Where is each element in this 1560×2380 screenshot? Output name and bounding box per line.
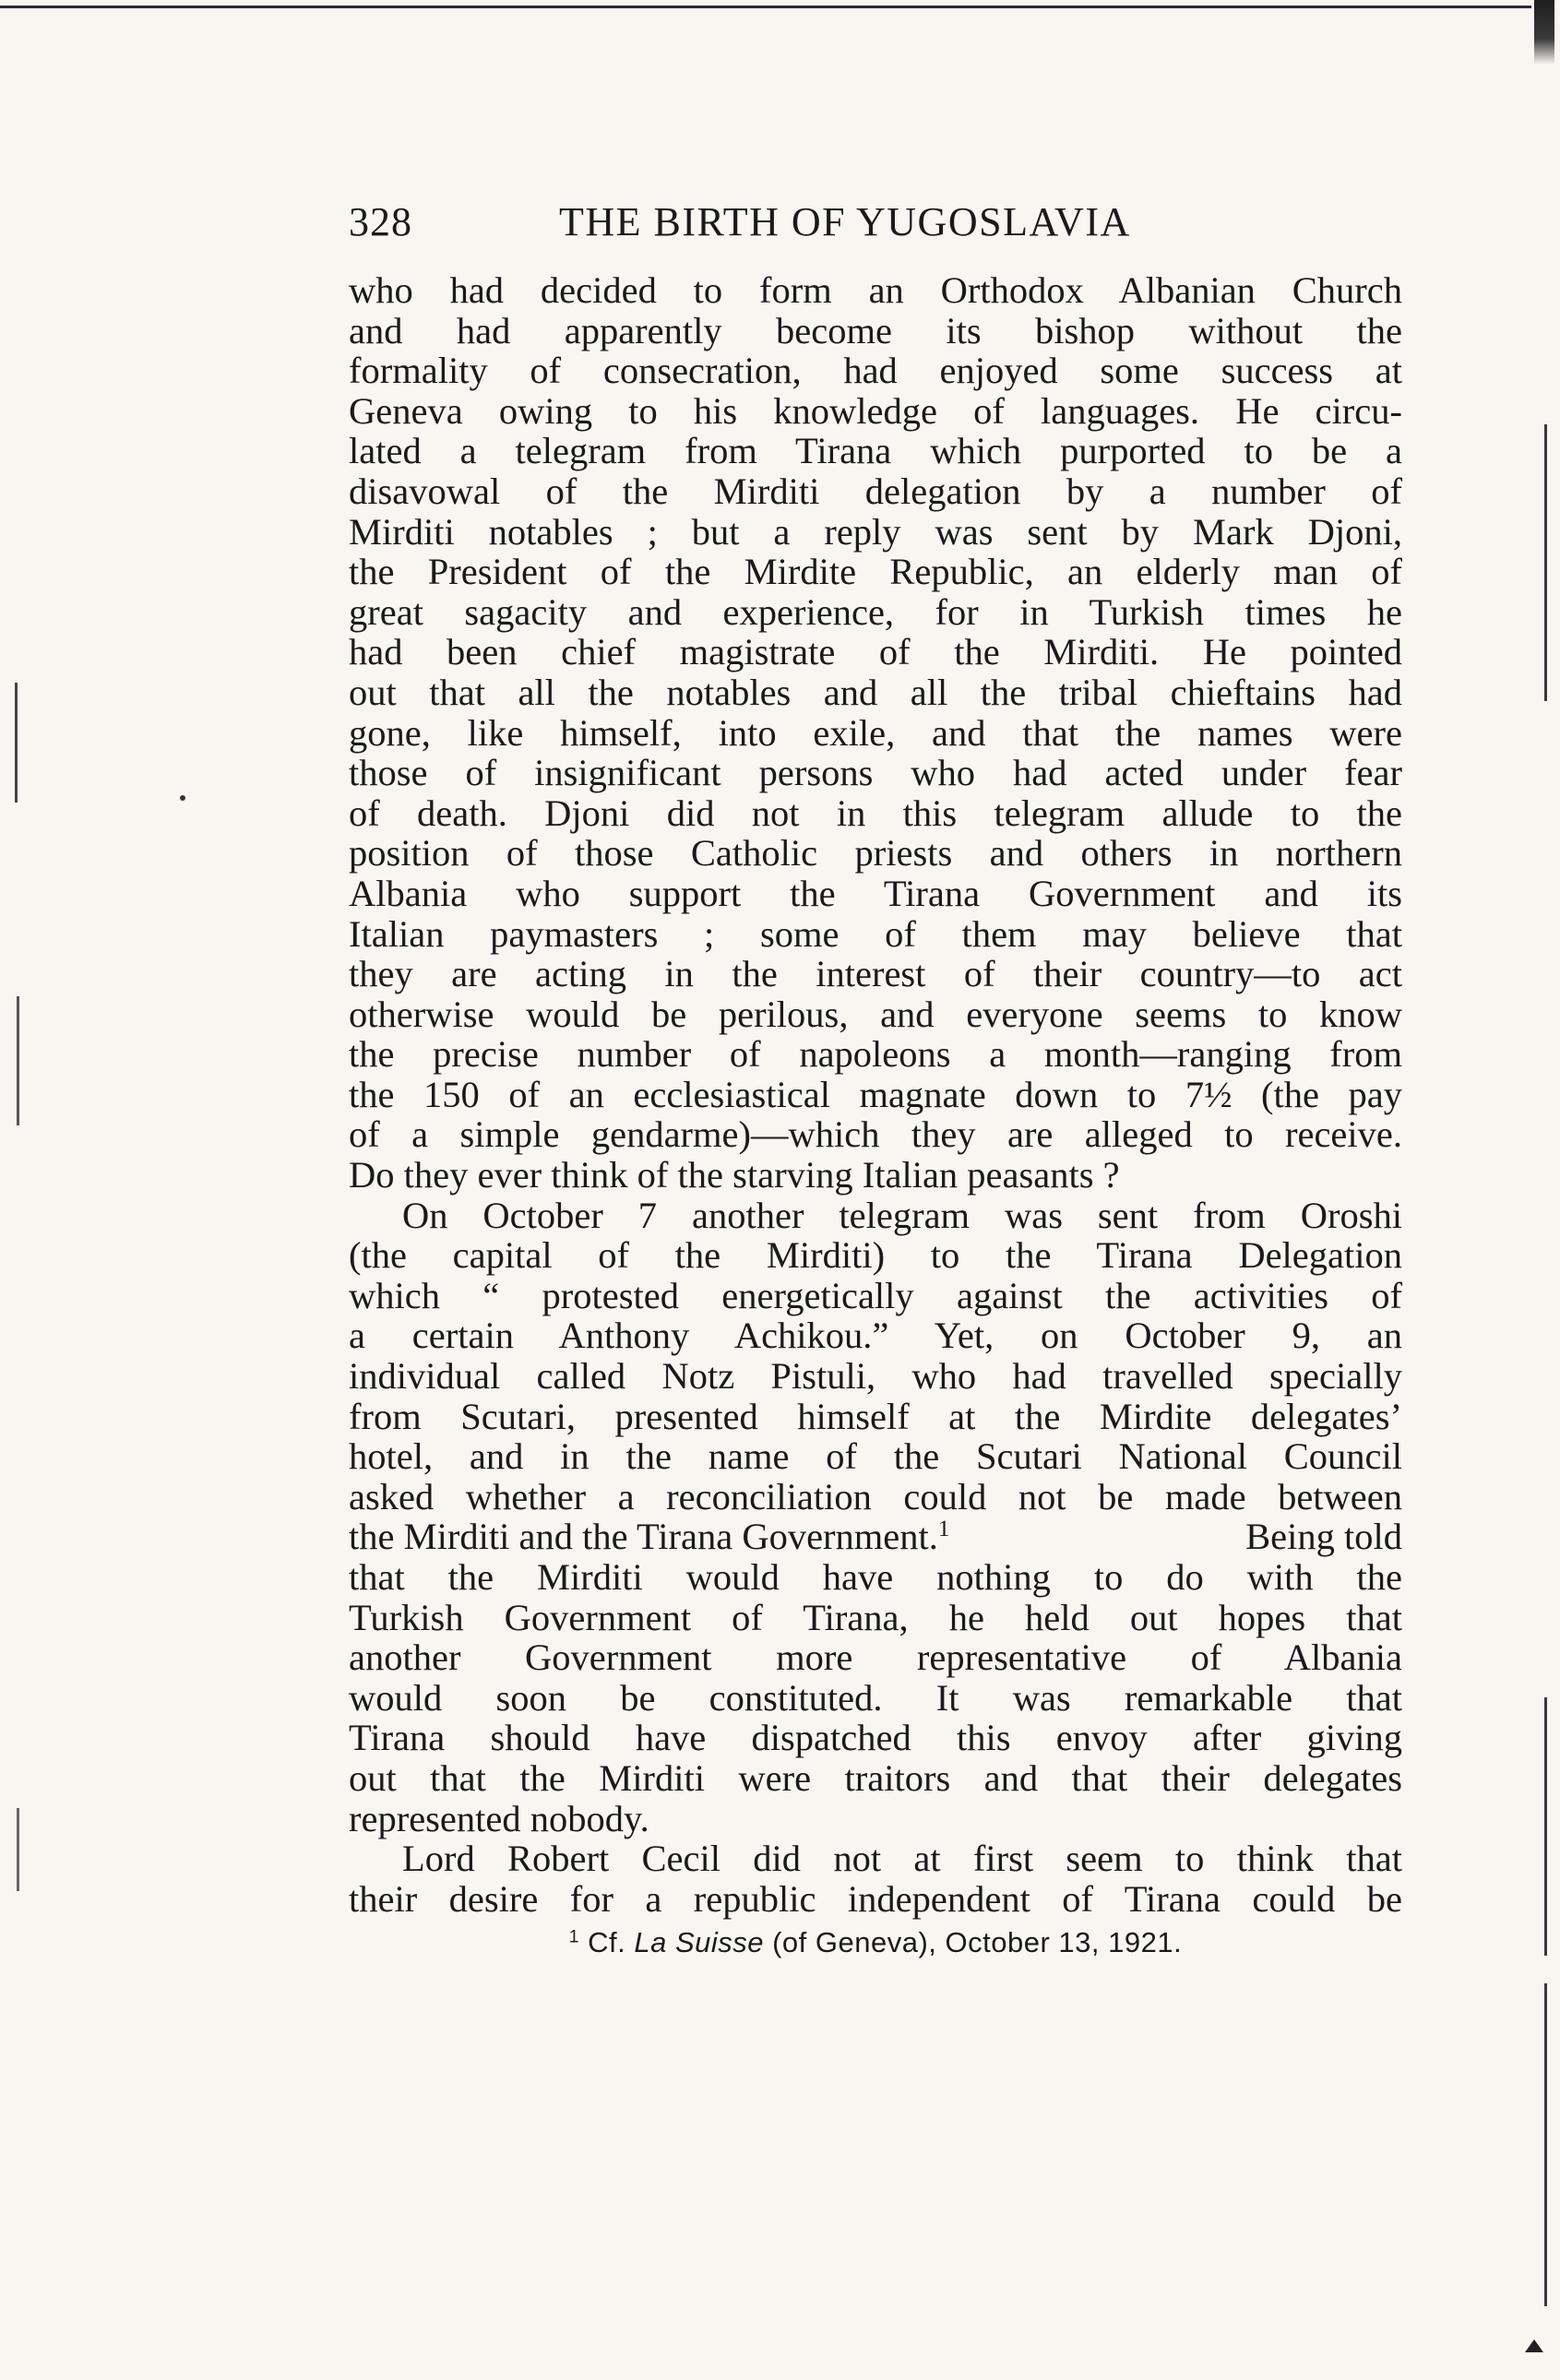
text-fragment bbox=[349, 1517, 949, 1557]
text-line: out that the Mirditi were traitors and that their delegates bbox=[349, 1756, 1402, 1799]
text-line: the precise number of napoleons a month—ranging from bbox=[349, 1033, 1402, 1076]
page-number: 328 bbox=[349, 199, 412, 244]
scan-bottom-mark bbox=[1525, 2339, 1543, 2352]
text-line: the President of the Mirdite Republic, an elderly man of bbox=[349, 551, 1402, 593]
footnote-mark: 1 bbox=[568, 1927, 579, 1947]
footnote bbox=[349, 1924, 1402, 1961]
text-line: Albania who support the Tirana Government and its bbox=[349, 872, 1402, 914]
scan-top-rule bbox=[0, 6, 1531, 8]
text-line: position of those Catholic priests and others in northern bbox=[349, 832, 1402, 875]
text-line: who had decided to form an Orthodox Albanian Church bbox=[349, 269, 1402, 311]
text-line: which “ protested energetically against the activities of bbox=[349, 1274, 1402, 1316]
text-line: (the capital of the Mirditi) to the Tirana Delegation bbox=[349, 1234, 1402, 1277]
text-line: Tirana should have dispatched this envoy after giving bbox=[349, 1717, 1402, 1759]
body-text bbox=[349, 270, 1402, 1919]
footnote-source-title: La Suisse bbox=[634, 1926, 764, 1959]
text-line: Lord Robert Cecil did not at first seem to think that bbox=[402, 1838, 1402, 1880]
paragraph-1 bbox=[349, 270, 1402, 1196]
text-line: would soon be constituted. It was remarkable that bbox=[349, 1676, 1402, 1719]
text-line: of a simple gendarme)—which they are alleged to receive. bbox=[349, 1113, 1402, 1156]
scan-corner-mark bbox=[1534, 0, 1554, 65]
text-line: from Scutari, presented himself at the Mirdite delegates’ bbox=[349, 1395, 1402, 1437]
text-line: that the Mirditi would have nothing to do with the bbox=[349, 1556, 1402, 1598]
scan-edge-line bbox=[17, 1808, 19, 1891]
scan-speck bbox=[180, 795, 185, 801]
running-title: THE BIRTH OF YUGOSLAVIA bbox=[559, 199, 1131, 244]
scan-edge-line bbox=[17, 996, 19, 1125]
text-line: and had apparently become its bishop without the bbox=[349, 309, 1402, 351]
book-page bbox=[349, 198, 1402, 1961]
text-line: Italian paymasters ; some of them may believe that bbox=[349, 912, 1402, 955]
text-line: On October 7 another telegram was sent from Oroshi bbox=[402, 1194, 1402, 1236]
text-line: Geneva owing to his knowledge of languages. He circu- bbox=[349, 389, 1402, 432]
text-line: out that all the notables and all the tribal chieftains had bbox=[349, 671, 1402, 713]
text-line: their desire for a republic independent of Tirana could be bbox=[349, 1877, 1402, 1920]
text-line: formality of consecration, had enjoyed some success at bbox=[349, 350, 1402, 392]
text-line: another Government more representative of Albania bbox=[349, 1636, 1402, 1679]
text-fragment-tail: Being told bbox=[1245, 1516, 1402, 1558]
text-line: represented nobody. bbox=[349, 1797, 649, 1839]
text-line: Do they ever think of the starving Italian peasants ? bbox=[349, 1154, 1120, 1196]
text-line: the 150 of an ecclesiastical magnate down to 7½ (the pay bbox=[349, 1073, 1402, 1115]
footnote-rest: (of Geneva), October 13, 1921. bbox=[772, 1926, 1183, 1959]
text-line: those of insignificant persons who had acted under fear bbox=[349, 752, 1402, 794]
text-line-with-footnote-ref bbox=[349, 1517, 1402, 1557]
text-line: gone, like himself, into exile, and that the names were bbox=[349, 711, 1402, 754]
text-line: hotel, and in the name of the Scutari National Council bbox=[349, 1435, 1402, 1478]
text-line: of death. Djoni did not in this telegram allude to the bbox=[349, 791, 1402, 834]
text-line: lated a telegram from Tirana which purported to be a bbox=[349, 430, 1402, 472]
text-line: a certain Anthony Achikou.” Yet, on October 9, an bbox=[349, 1315, 1402, 1357]
text-line: individual called Notz Pistuli, who had travelled specially bbox=[349, 1355, 1402, 1398]
text-line: had been chief magistrate of the Mirditi. He pointed bbox=[349, 631, 1402, 673]
paragraph-2 bbox=[349, 1196, 1402, 1839]
text-line: Mirditi notables ; but a reply was sent by Mark Djoni, bbox=[349, 510, 1402, 553]
footnote-ref-mark[interactable]: 1 bbox=[937, 1517, 950, 1542]
text-line: asked whether a reconciliation could not be made between bbox=[349, 1475, 1402, 1517]
paragraph-3 bbox=[349, 1839, 1402, 1919]
scan-edge-line bbox=[1544, 424, 1547, 701]
scan-edge-line bbox=[1544, 1983, 1547, 2306]
text-line: they are acting in the interest of their country—to act bbox=[349, 953, 1402, 995]
text-line: otherwise would be perilous, and everyone seems to know bbox=[349, 993, 1402, 1035]
text-line: great sagacity and experience, for in Turkish times he bbox=[349, 590, 1402, 633]
text-line: disavowal of the Mirditi delegation by a number of bbox=[349, 470, 1402, 512]
running-head bbox=[349, 198, 1402, 259]
footnote-prefix: Cf. bbox=[588, 1926, 626, 1959]
text-line: Turkish Government of Tirana, he held out hopes that bbox=[349, 1596, 1402, 1638]
text-fragment-main: the Mirditi and the Tirana Government. bbox=[349, 1516, 938, 1558]
scan-edge-line bbox=[1544, 1697, 1547, 1956]
scan-edge-line bbox=[15, 683, 18, 803]
